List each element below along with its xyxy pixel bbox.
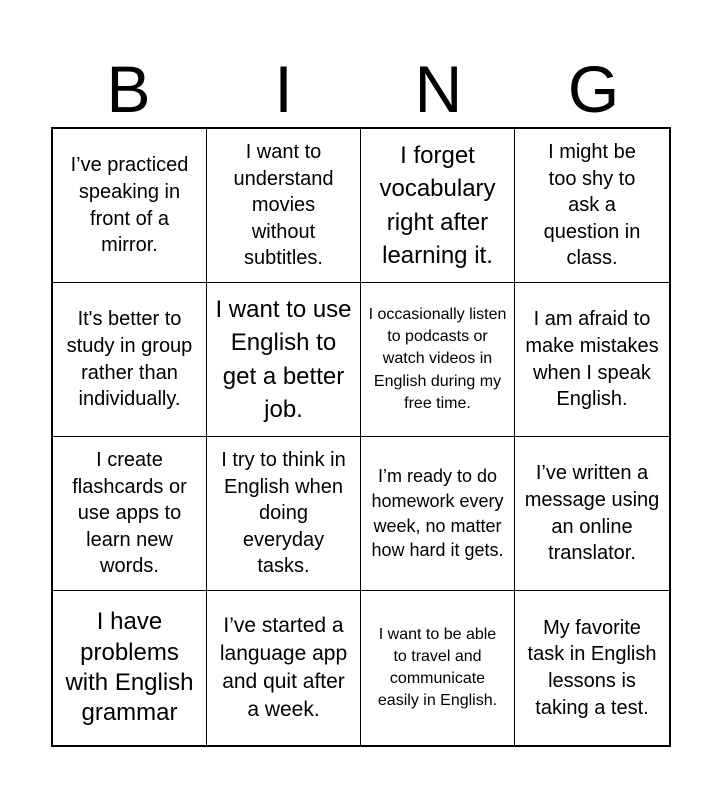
cell-text: I’m ready to do homework every week, no matter how hard it gets. [371, 465, 504, 561]
bingo-cell-r2-c4[interactable] [515, 283, 669, 437]
bingo-cell-r1-c4[interactable] [515, 129, 669, 283]
bingo-cell-r1-c3[interactable] [361, 129, 515, 283]
header-letter-i: I [274, 52, 293, 126]
cell-text: I’ve practiced speaking in front of a mirror. [70, 154, 189, 257]
cell-text: I might be too shy to ask a question in class. [543, 141, 641, 270]
cell-text: It's better to study in group rather than individually. [66, 308, 193, 411]
header-letter-b: B [106, 52, 151, 126]
cell-text: I’ve started a language app and quit after a week. [219, 614, 348, 721]
cell-text: I want to be able to travel and communicate easily in English. [377, 625, 498, 710]
cell-text: I’ve written a message using an online translator. [524, 462, 660, 565]
cell-text: I create flashcards or use apps to learn new words. [72, 449, 187, 578]
cell-text: I occasionally listen to podcasts or watch videos in English during my free time. [368, 306, 507, 412]
bingo-header [51, 50, 671, 128]
bingo-cell-r3-c3[interactable] [361, 437, 515, 591]
bingo-cell-r4-c3[interactable] [361, 591, 515, 745]
header-letter-g: G [567, 52, 620, 126]
bingo-board [51, 127, 671, 747]
bingo-cell-r4-c4[interactable] [515, 591, 669, 745]
bingo-cell-r2-c1[interactable] [53, 283, 207, 437]
bingo-cell-r4-c2[interactable] [207, 591, 361, 745]
bingo-cell-r1-c1[interactable] [53, 129, 207, 283]
bingo-cell-r4-c1[interactable] [53, 591, 207, 745]
cell-text: My favorite task in English lessons is taking a test. [527, 616, 657, 719]
cell-text: I want to use English to get a better job. [215, 296, 352, 423]
bingo-cell-r3-c2[interactable] [207, 437, 361, 591]
cell-text: I try to think in English when doing everyday tasks. [221, 449, 346, 578]
header-letter-n: N [414, 52, 463, 126]
cell-text: I want to understand movies without subtitles. [233, 141, 334, 270]
cell-text: I forget vocabulary right after learning it. [379, 142, 496, 269]
cell-text: I have problems with English grammar [65, 608, 194, 727]
bingo-cell-r3-c1[interactable] [53, 437, 207, 591]
bingo-cell-r2-c3[interactable] [361, 283, 515, 437]
bingo-cell-r1-c2[interactable] [207, 129, 361, 283]
bingo-cell-r2-c2[interactable] [207, 283, 361, 437]
bingo-cell-r3-c4[interactable] [515, 437, 669, 591]
cell-text: I am afraid to make mistakes when I speak English. [525, 308, 659, 411]
